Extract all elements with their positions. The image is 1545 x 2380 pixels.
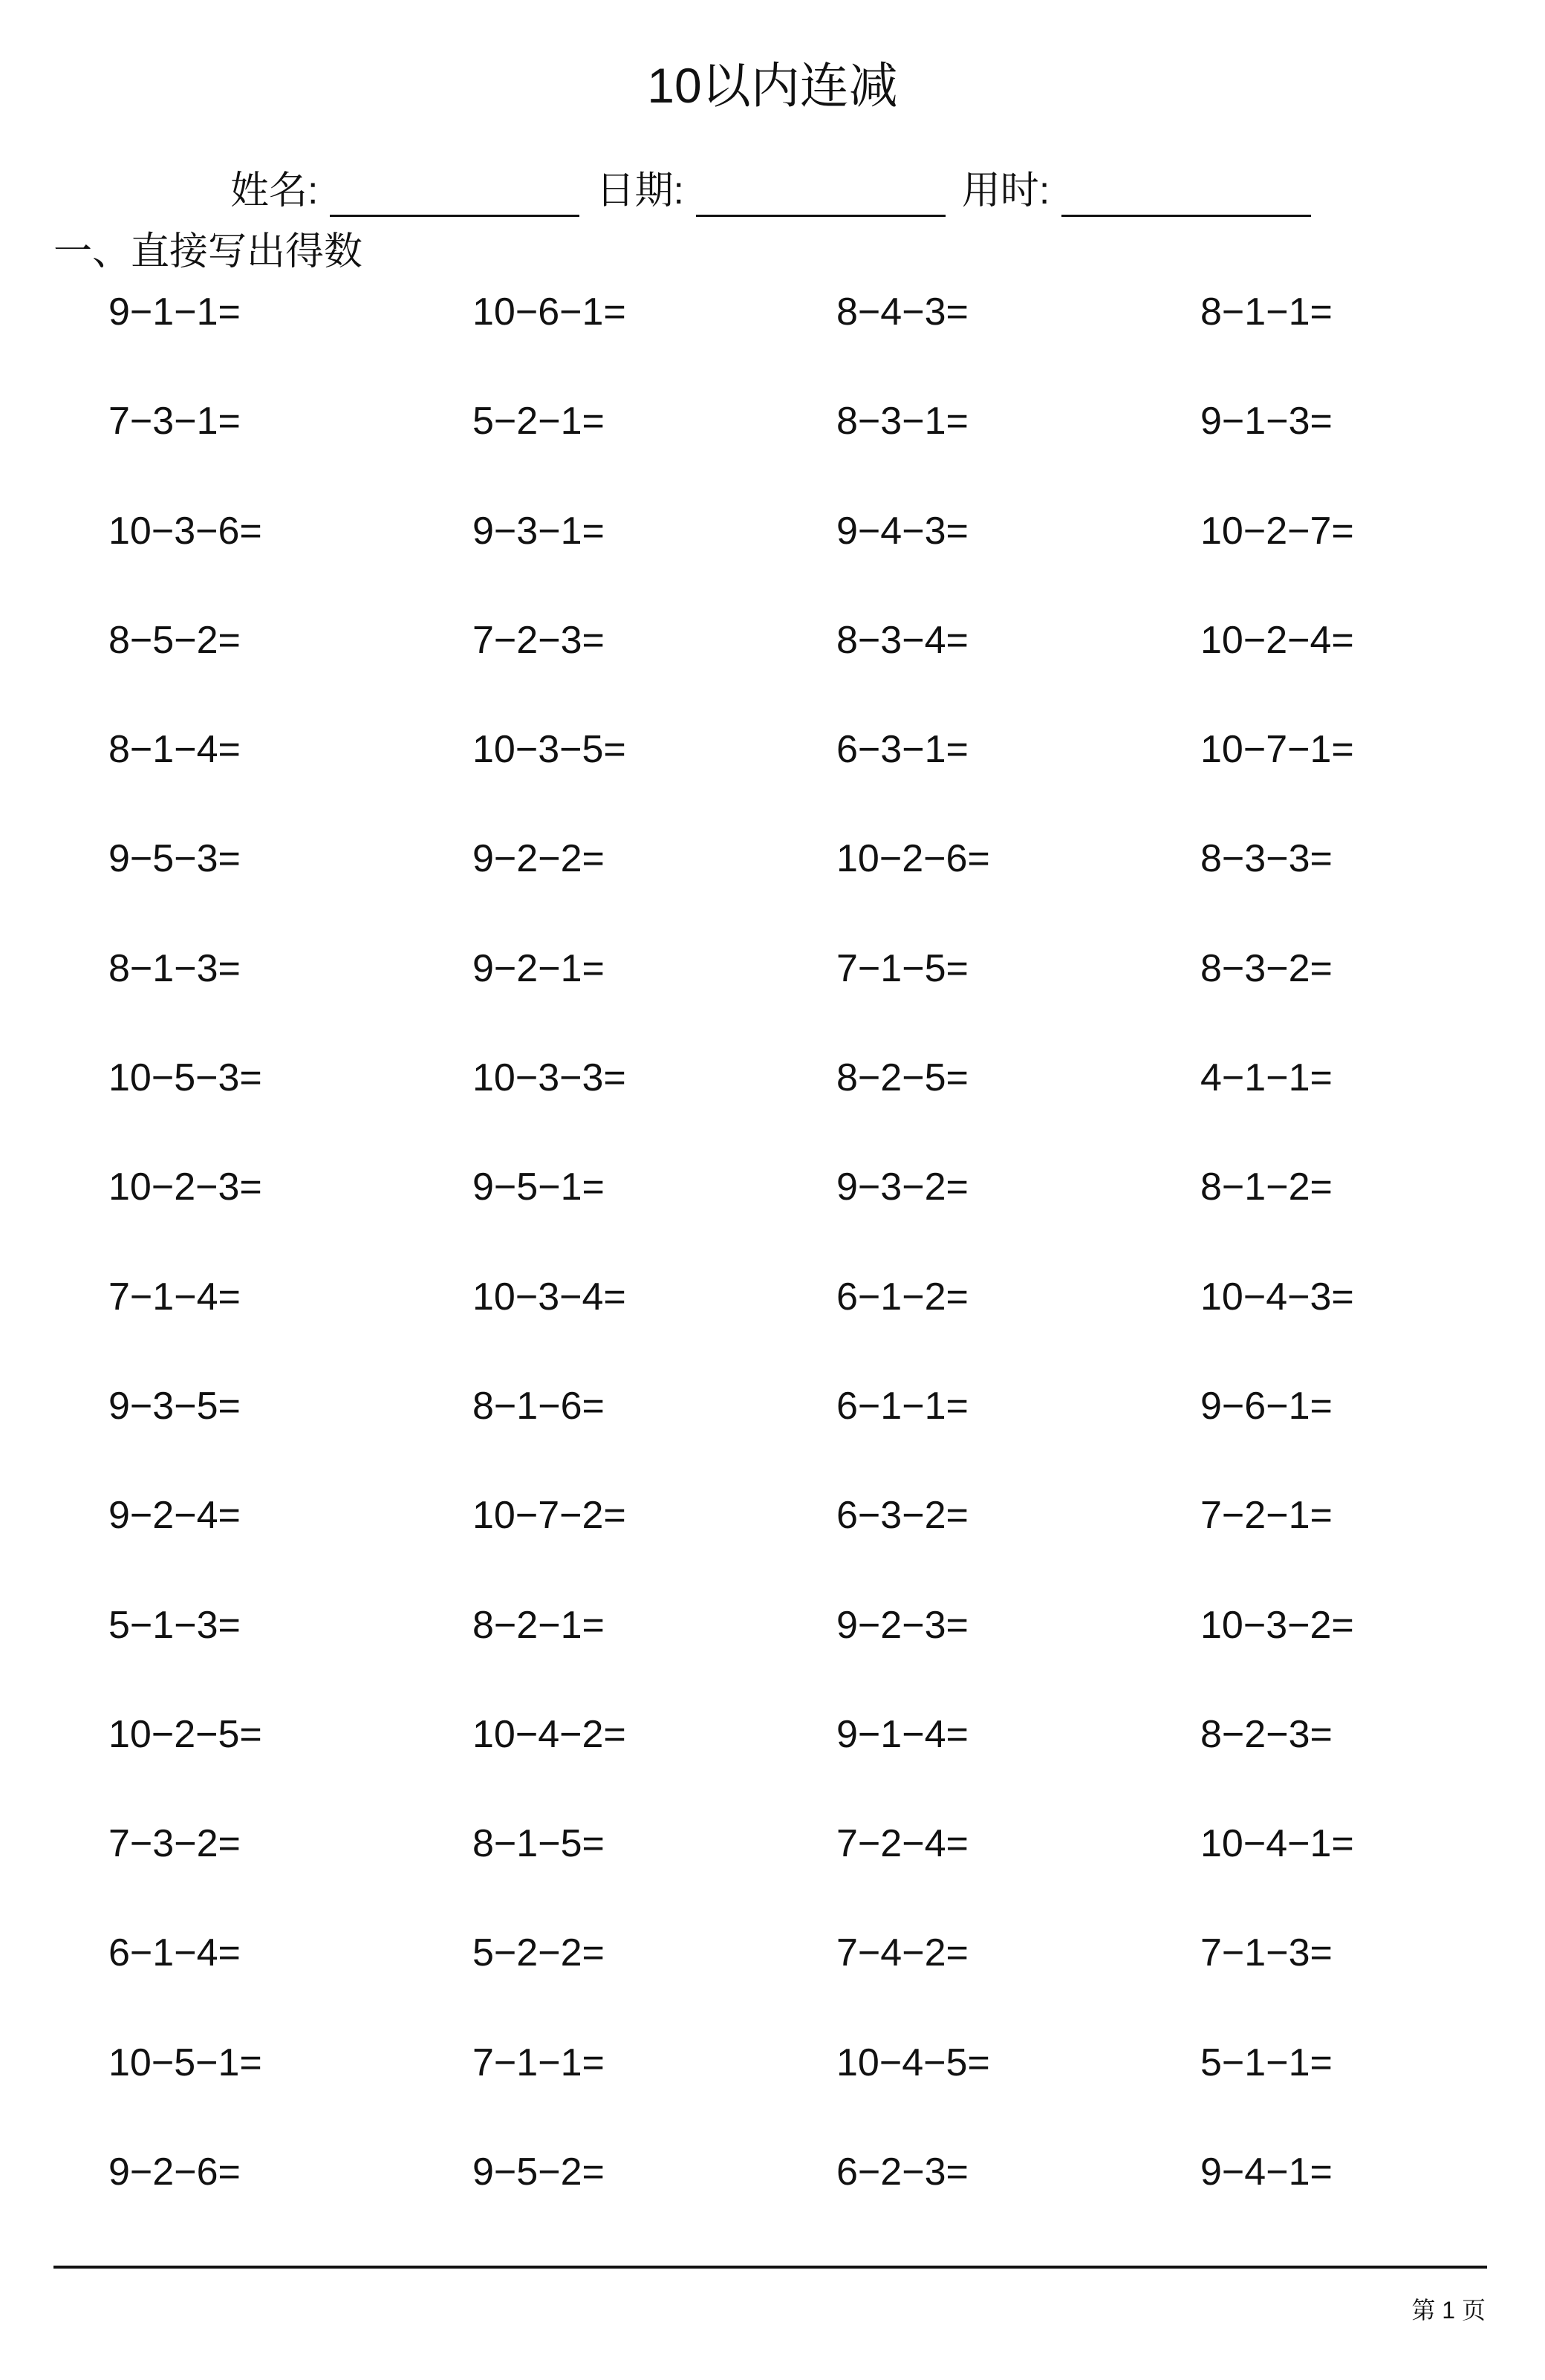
problem-item: 5−2−2= <box>472 1931 605 1975</box>
problem-item: 6−3−2= <box>836 1494 969 1538</box>
date-blank-line[interactable] <box>696 173 946 217</box>
problem-item: 10−5−1= <box>108 2041 262 2084</box>
problem-item: 7−3−1= <box>108 400 241 443</box>
problem-item: 5−1−3= <box>108 1603 241 1647</box>
problem-item: 8−1−1= <box>1200 290 1333 334</box>
problem-item: 10−2−5= <box>108 1712 262 1756</box>
problem-item: 9−2−3= <box>836 1603 969 1647</box>
problem-item: 8−4−3= <box>836 290 969 334</box>
problem-item: 9−1−3= <box>1200 400 1333 443</box>
problem-item: 8−2−3= <box>1200 1712 1333 1756</box>
problem-item: 8−3−3= <box>1200 837 1333 881</box>
problem-item: 10−5−3= <box>108 1056 262 1100</box>
problem-item: 8−1−3= <box>108 946 241 990</box>
problem-item: 5−1−1= <box>1200 2041 1333 2084</box>
date-label: 日期: <box>596 169 684 212</box>
time-label: 用时: <box>961 169 1050 212</box>
problem-item: 9−1−1= <box>108 290 241 334</box>
problem-item: 9−3−5= <box>108 1384 241 1428</box>
problem-item: 9−1−4= <box>836 1712 969 1756</box>
problem-item: 6−2−3= <box>836 2150 969 2194</box>
problem-item: 8−1−5= <box>472 1822 605 1866</box>
problem-item: 8−3−2= <box>1200 946 1333 990</box>
problem-item: 8−1−4= <box>108 728 241 772</box>
problem-item: 9−5−3= <box>108 837 241 881</box>
problem-item: 9−3−1= <box>472 509 605 553</box>
problem-item: 7−2−4= <box>836 1822 969 1866</box>
problem-item: 9−4−1= <box>1200 2150 1333 2194</box>
footer-divider <box>53 2266 1487 2269</box>
problem-item: 8−3−4= <box>836 618 969 662</box>
problem-item: 10−2−3= <box>108 1165 262 1209</box>
name-field <box>230 165 579 217</box>
problem-item: 5−2−1= <box>472 400 605 443</box>
problem-item: 9−6−1= <box>1200 1384 1333 1428</box>
problem-item: 8−1−2= <box>1200 1165 1333 1209</box>
problem-item: 8−2−5= <box>836 1056 969 1100</box>
problem-item: 6−1−4= <box>108 1931 241 1975</box>
problem-item: 10−4−1= <box>1200 1822 1354 1866</box>
problem-item: 9−2−2= <box>472 837 605 881</box>
problem-item: 10−4−2= <box>472 1712 626 1756</box>
problem-item: 6−3−1= <box>836 728 969 772</box>
problem-item: 6−1−1= <box>836 1384 969 1428</box>
problem-item: 9−3−2= <box>836 1165 969 1209</box>
problem-item: 9−2−4= <box>108 1494 241 1538</box>
problem-item: 7−4−2= <box>836 1931 969 1975</box>
problem-item: 7−2−1= <box>1200 1494 1333 1538</box>
time-field <box>962 165 1311 217</box>
problem-item: 9−2−6= <box>108 2150 241 2194</box>
student-info-row <box>230 165 1327 217</box>
problem-grid <box>108 285 1545 2254</box>
problem-item: 10−3−5= <box>472 728 626 772</box>
problem-item: 7−1−1= <box>472 2041 605 2084</box>
problem-item: 10−3−4= <box>472 1275 626 1319</box>
problem-item: 10−3−2= <box>1200 1603 1354 1647</box>
problem-item: 10−7−2= <box>472 1494 626 1538</box>
problem-item: 10−2−6= <box>836 837 990 881</box>
problem-item: 7−2−3= <box>472 618 605 662</box>
date-field <box>596 165 945 217</box>
problem-item: 10−3−3= <box>472 1056 626 1100</box>
problem-item: 10−4−3= <box>1200 1275 1354 1319</box>
problem-item: 10−7−1= <box>1200 728 1354 772</box>
problem-item: 9−2−1= <box>472 946 605 990</box>
name-label: 姓名: <box>230 169 319 212</box>
problem-item: 10−4−5= <box>836 2041 990 2084</box>
problem-item: 9−4−3= <box>836 509 969 553</box>
section-title: 一、直接写出得数 <box>53 230 363 273</box>
problem-item: 6−1−2= <box>836 1275 969 1319</box>
time-blank-line[interactable] <box>1061 173 1311 217</box>
problem-item: 10−2−7= <box>1200 509 1354 553</box>
page-number: 第 1 页 <box>1411 2297 1486 2324</box>
problem-item: 8−1−6= <box>472 1384 605 1428</box>
problem-item: 10−2−4= <box>1200 618 1354 662</box>
problem-item: 9−5−1= <box>472 1165 605 1209</box>
problem-item: 9−5−2= <box>472 2150 605 2194</box>
problem-item: 8−3−1= <box>836 400 969 443</box>
name-blank-line[interactable] <box>330 173 579 217</box>
page-title: 10以内连减 <box>647 58 898 113</box>
problem-item: 7−1−4= <box>108 1275 241 1319</box>
problem-item: 10−3−6= <box>108 509 262 553</box>
problem-item: 7−1−5= <box>836 946 969 990</box>
problem-item: 7−3−2= <box>108 1822 241 1866</box>
problem-item: 8−5−2= <box>108 618 241 662</box>
problem-item: 4−1−1= <box>1200 1056 1333 1100</box>
problem-item: 8−2−1= <box>472 1603 605 1647</box>
problem-item: 7−1−3= <box>1200 1931 1333 1975</box>
problem-item: 10−6−1= <box>472 290 626 334</box>
